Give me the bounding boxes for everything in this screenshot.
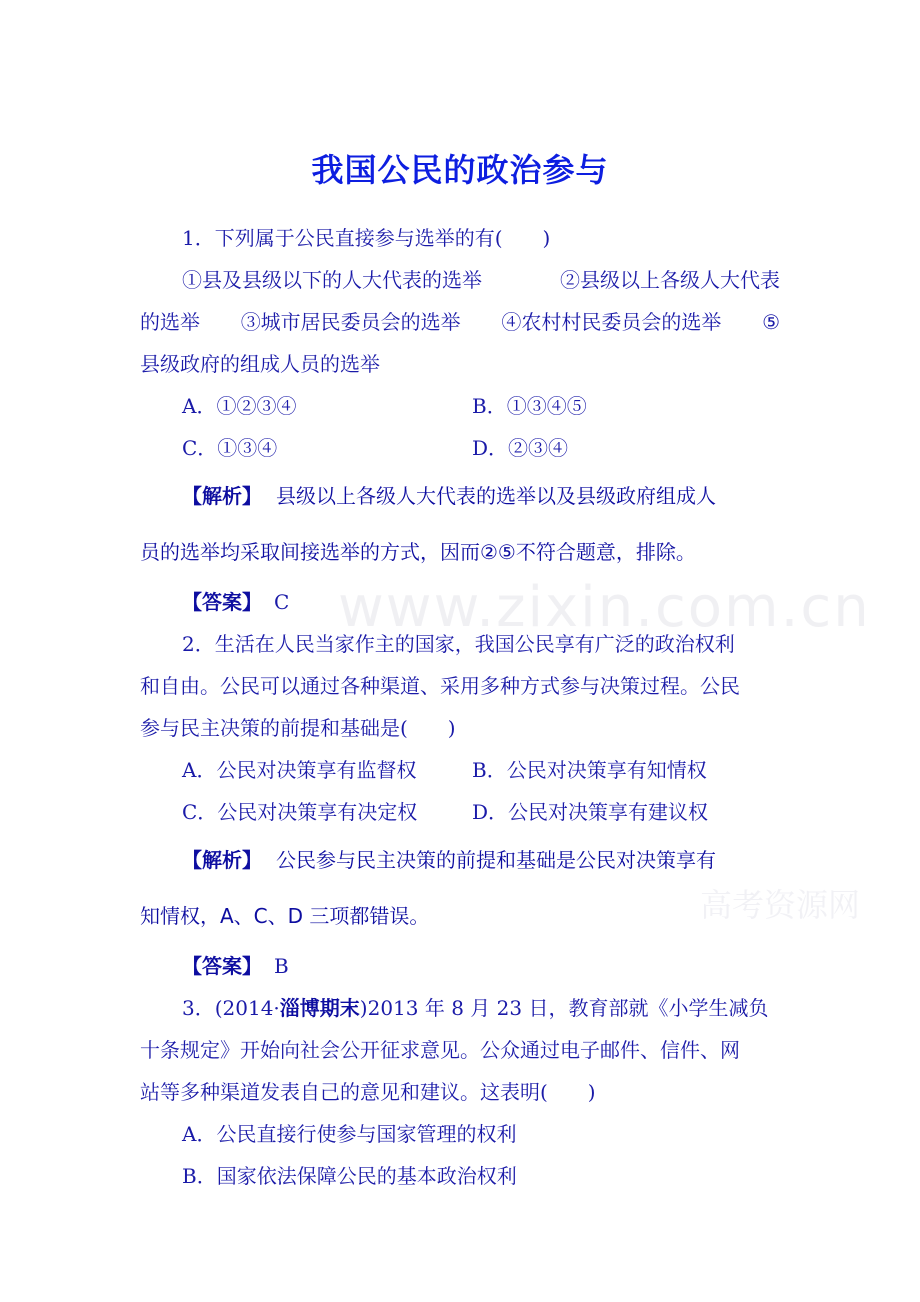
q1-items-line2	[140, 308, 780, 336]
q2-analysis-line1	[182, 846, 716, 874]
q1-analysis-line1	[182, 482, 716, 510]
q2-stem-line2: 和自由。公民可以通过各种渠道、采用多种方式参与决策过程。公民	[140, 674, 740, 698]
q2-stem-line3: 参与民主决策的前提和基础是( )	[140, 716, 456, 740]
q2-answer-line	[182, 952, 289, 980]
q3-stem-line3: 站等多种渠道发表自己的意见和建议。这表明( )	[140, 1080, 596, 1104]
q2-option-a: A．公民对决策享有监督权	[182, 758, 417, 782]
q1-item-2-cont: 的选举	[140, 310, 200, 334]
q2-answer-label: 【答案】	[182, 954, 262, 978]
q1-option-c: C．①③④	[182, 436, 278, 460]
q1-answer-line	[182, 588, 289, 616]
page-title: 我国公民的政治参与	[311, 151, 609, 189]
q1-item-5: ⑤	[762, 310, 780, 334]
watermark-brand: 高考资源网	[700, 886, 861, 924]
q1-item-4: ④农村村民委员会的选举	[501, 310, 722, 334]
q1-analysis-text-1: 县级以上各级人大代表的选举以及县级政府组成人	[276, 484, 716, 508]
q1-option-d: D．②③④	[472, 436, 569, 460]
q2-option-c: C．公民对决策享有决定权	[182, 800, 418, 824]
q1-option-a: A．①②③④	[182, 394, 297, 418]
q3-source: 淄博期末	[279, 996, 360, 1020]
q1-item-5-cont: 县级政府的组成人员的选举	[140, 352, 380, 376]
q3-stem-text: )2013 年 8 月 23 日，教育部就《小学生减负	[359, 996, 769, 1020]
q1-item-1: ①县及县级以下的人大代表的选举	[182, 268, 482, 292]
q2-analysis-label: 【解析】	[182, 848, 262, 872]
q1-answer-value: C	[274, 590, 290, 614]
q1-option-b: B．①③④⑤	[472, 394, 587, 418]
q2-option-b: B．公民对决策享有知情权	[472, 758, 707, 782]
q1-answer-label: 【答案】	[182, 590, 262, 614]
q1-items-line1	[182, 266, 780, 294]
q3-number: 3．(2014·	[182, 996, 280, 1020]
q3-stem-line2: 十条规定》开始向社会公开征求意见。公众通过电子邮件、信件、网	[140, 1038, 740, 1062]
q2-stem-line1: 2．生活在人民当家作主的国家，我国公民享有广泛的政治权利	[182, 632, 735, 656]
q3-stem-line1	[182, 994, 768, 1022]
q2-analysis-text-2: 知情权，A、C、D 三项都错误。	[140, 904, 430, 928]
q2-answer-value: B	[274, 954, 289, 978]
q2-option-d: D．公民对决策享有建议权	[472, 800, 709, 824]
q1-stem: 1．下列属于公民直接参与选举的有( )	[182, 226, 551, 250]
watermark: www.zixin.com.cn	[338, 575, 871, 640]
q1-analysis-text-2: 员的选举均采取间接选举的方式，因而②⑤不符合题意，排除。	[140, 540, 696, 564]
q2-analysis-text-1: 公民参与民主决策的前提和基础是公民对决策享有	[276, 848, 716, 872]
q3-option-a: A．公民直接行使参与国家管理的权利	[182, 1122, 517, 1146]
q3-option-b: B．国家依法保障公民的基本政治权利	[182, 1164, 517, 1188]
q1-analysis-label: 【解析】	[182, 484, 262, 508]
q1-item-2: ②县级以上各级人大代表	[560, 268, 780, 292]
q1-item-3: ③城市居民委员会的选举	[240, 310, 461, 334]
